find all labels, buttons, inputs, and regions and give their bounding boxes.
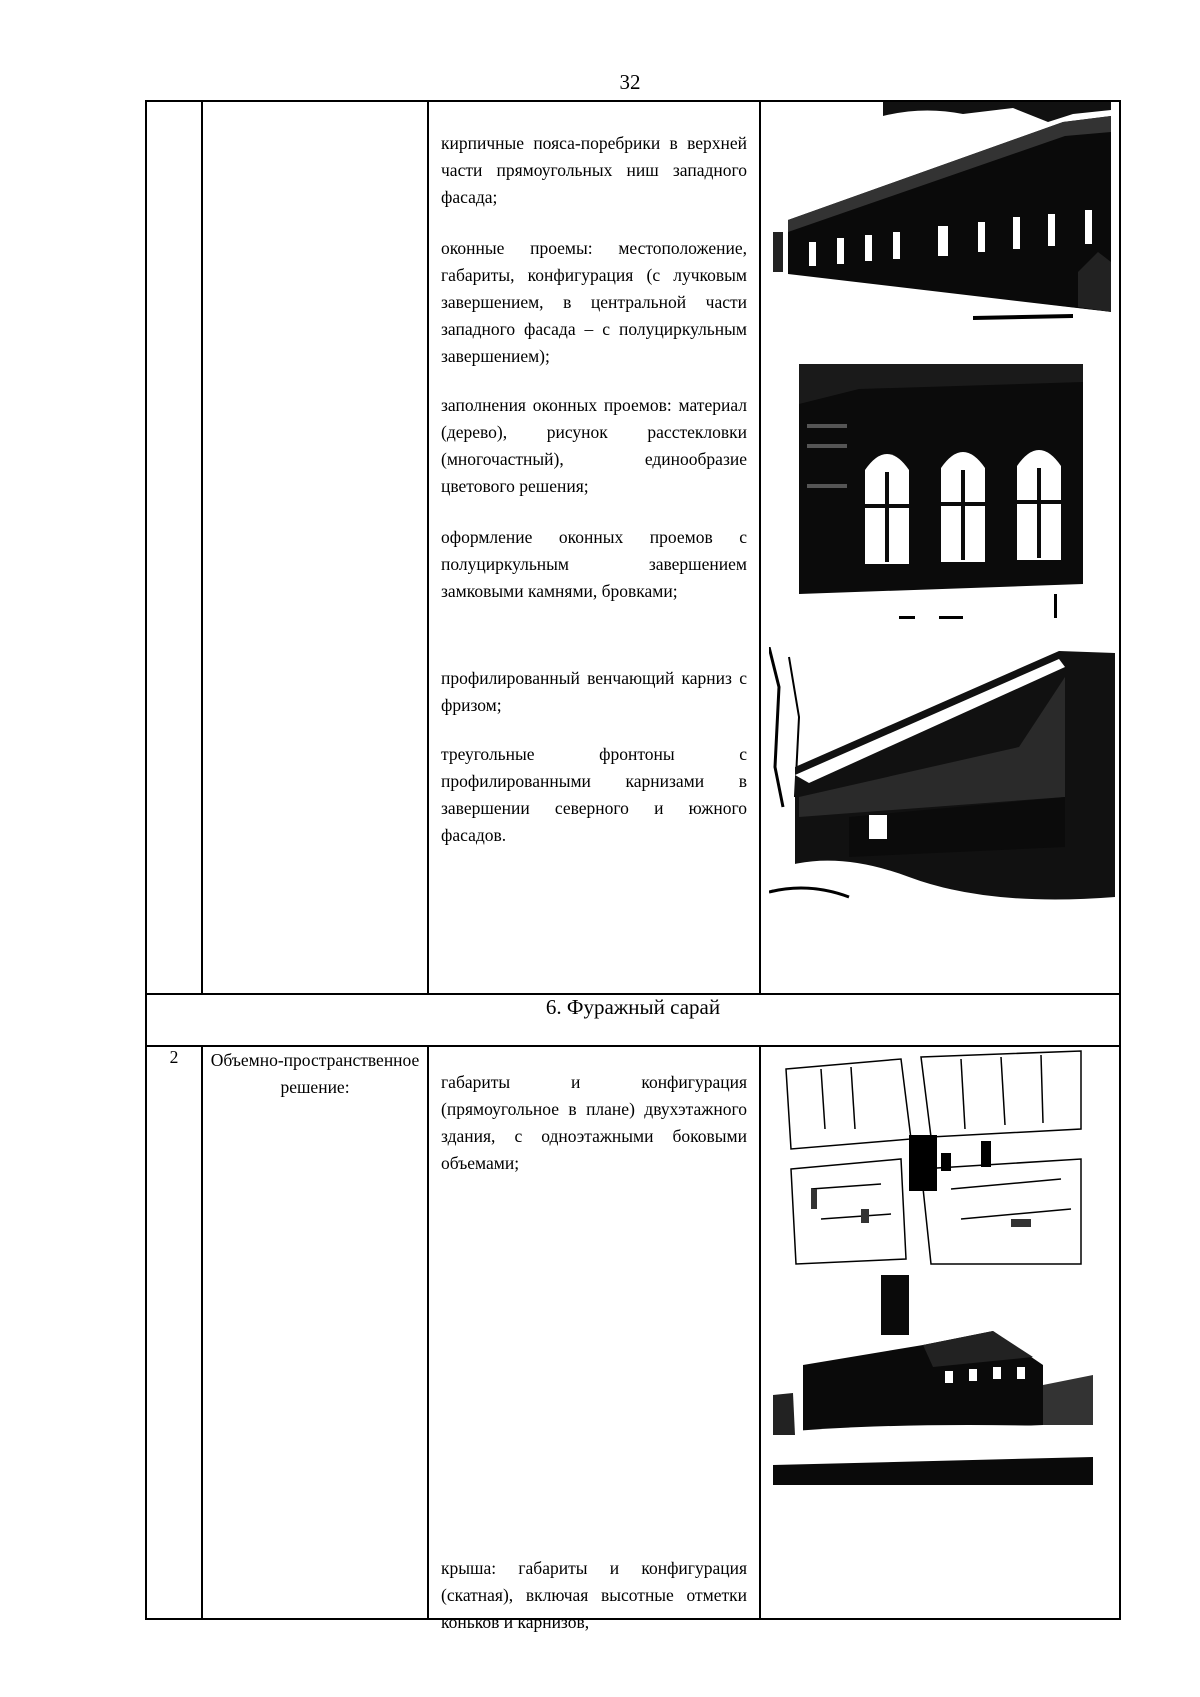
photo-arched-windows — [799, 364, 1083, 644]
number-cell — [146, 101, 202, 994]
table-row — [146, 1046, 1120, 1619]
list-item: заполнения оконных проемов: материал (дерево), рисунок расстекловки (многочастный), единообразие цветового решения; — [441, 395, 747, 496]
section-title: 6. Фуражный сарай — [146, 994, 1120, 1046]
site-plan-map — [781, 1049, 1087, 1267]
table-row-continuation — [146, 101, 1120, 994]
list-item: крыша: габариты и конфигурация (скатная), включая высотные отметки коньков и карнизов, — [441, 1557, 747, 1632]
monument-protection-table — [145, 100, 1121, 1632]
section-header-row — [146, 994, 1120, 1046]
element-name: Объемно-пространственное решение: — [202, 1046, 428, 1619]
list-item: оформление оконных проемов с полуциркульным завершением замковыми камнями, бровками; — [441, 527, 747, 601]
row-number: 2 — [146, 1046, 202, 1619]
photo-west-facade — [773, 102, 1111, 334]
element-name-cell — [202, 101, 428, 994]
photo-forage-barn — [773, 1275, 1093, 1485]
list-item: треугольные фронтоны с профилированными карнизами в завершении северного и южного фасадов. — [441, 744, 747, 845]
photo-cell — [760, 1046, 1120, 1619]
description-cell — [428, 101, 760, 994]
list-item: кирпичные пояса-поребрики в верхней части прямоугольных ниш западного фасада; — [441, 133, 747, 207]
list-item: габариты и конфигурация (прямоугольное в плане) двухэтажного здания, с одноэтажными боковыми объемами; — [441, 1071, 747, 1173]
photo-cell — [760, 101, 1120, 994]
page-number: 32 — [619, 70, 641, 94]
list-item: оконные проемы: местоположение, габариты, конфигурация (с лучковым завершением, в центральной части западного фасада – с полуциркульным завершением); — [441, 238, 747, 366]
photo-pediment — [769, 647, 1115, 947]
description-cell — [428, 1046, 760, 1632]
list-item: профилированный венчающий карниз с фризом; — [441, 668, 747, 715]
